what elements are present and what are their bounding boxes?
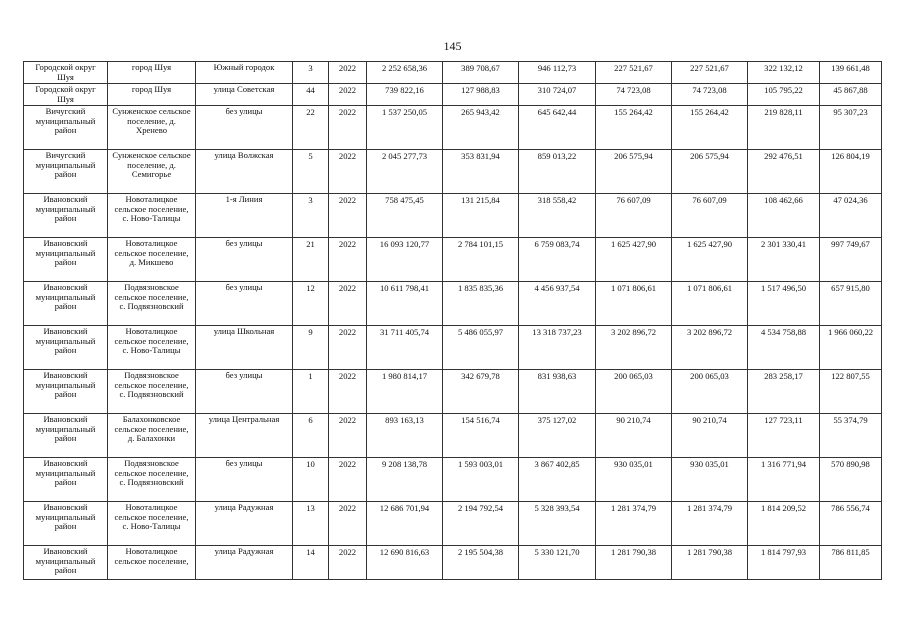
table-cell: 2022 — [329, 414, 367, 458]
table-cell: 1 814 797,93 — [748, 546, 820, 580]
table-cell: 657 915,80 — [820, 282, 882, 326]
table-cell: 318 558,42 — [519, 194, 596, 238]
table-cell: Вичугский муниципальный район — [24, 106, 108, 150]
table-cell: 1 281 790,38 — [672, 546, 748, 580]
table-cell: 1 625 427,90 — [596, 238, 672, 282]
table-row — [24, 414, 882, 458]
table-cell: Ивановский муниципальный район — [24, 326, 108, 370]
table-row — [24, 150, 882, 194]
table-cell: Подвязновское сельское поселение, с. Подвязновский — [108, 370, 196, 414]
table-cell: 1 281 790,38 — [596, 546, 672, 580]
table-cell: 131 215,84 — [443, 194, 519, 238]
table-cell: Ивановский муниципальный район — [24, 370, 108, 414]
table-cell: 570 890,98 — [820, 458, 882, 502]
table-cell: 1 814 209,52 — [748, 502, 820, 546]
table-cell: 95 307,23 — [820, 106, 882, 150]
table-cell: 16 093 120,77 — [367, 238, 443, 282]
table-cell: 12 690 816,63 — [367, 546, 443, 580]
table-cell: Городской округ Шуя — [24, 62, 108, 84]
table-cell: 2022 — [329, 502, 367, 546]
table-cell: 55 374,79 — [820, 414, 882, 458]
table-cell: Сунженское сельское поселение, д. Семигорье — [108, 150, 196, 194]
table-cell: 739 822,16 — [367, 84, 443, 106]
table-cell: 930 035,01 — [596, 458, 672, 502]
table-cell: 2 045 277,73 — [367, 150, 443, 194]
table-cell: улица Советская — [196, 84, 293, 106]
table-row — [24, 546, 882, 580]
table-row — [24, 106, 882, 150]
table-cell: 3 — [293, 62, 329, 84]
table-cell: Южный городок — [196, 62, 293, 84]
table-cell: 831 938,63 — [519, 370, 596, 414]
table-cell: 1 281 374,79 — [596, 502, 672, 546]
table-cell: 2022 — [329, 84, 367, 106]
table-cell: без улицы — [196, 370, 293, 414]
table-cell: 108 462,66 — [748, 194, 820, 238]
table-cell: 1 281 374,79 — [672, 502, 748, 546]
table-cell: 12 686 701,94 — [367, 502, 443, 546]
table-cell: Вичугский муниципальный район — [24, 150, 108, 194]
table-cell: 1 835 835,36 — [443, 282, 519, 326]
table-cell: Ивановский муниципальный район — [24, 458, 108, 502]
table-cell: 1-я Линия — [196, 194, 293, 238]
table-cell: 90 210,74 — [596, 414, 672, 458]
table-cell: Ивановский муниципальный район — [24, 282, 108, 326]
table-cell: улица Радужная — [196, 546, 293, 580]
table-cell: 5 328 393,54 — [519, 502, 596, 546]
table-cell: 1 071 806,61 — [596, 282, 672, 326]
table-cell: 6 759 083,74 — [519, 238, 596, 282]
table-cell: город Шуя — [108, 84, 196, 106]
table-cell: 154 516,74 — [443, 414, 519, 458]
table-cell: 1 — [293, 370, 329, 414]
table-cell: 76 607,09 — [596, 194, 672, 238]
table-cell: 127 988,83 — [443, 84, 519, 106]
table-cell: 5 330 121,70 — [519, 546, 596, 580]
table-cell: Ивановский муниципальный район — [24, 238, 108, 282]
table-cell: 3 — [293, 194, 329, 238]
table-cell: без улицы — [196, 238, 293, 282]
table-cell: 758 475,45 — [367, 194, 443, 238]
table-cell: 1 537 250,05 — [367, 106, 443, 150]
table-row — [24, 238, 882, 282]
table-cell: 2022 — [329, 458, 367, 502]
table-cell: без улицы — [196, 458, 293, 502]
table-cell: 122 807,55 — [820, 370, 882, 414]
table-row — [24, 84, 882, 106]
table-cell: Ивановский муниципальный район — [24, 194, 108, 238]
table-cell: 310 724,07 — [519, 84, 596, 106]
table-cell: 5 486 055,97 — [443, 326, 519, 370]
table-cell: 47 024,36 — [820, 194, 882, 238]
table-cell: 200 065,03 — [596, 370, 672, 414]
table-cell: 4 456 937,54 — [519, 282, 596, 326]
table-cell: 997 749,67 — [820, 238, 882, 282]
table-cell: 12 — [293, 282, 329, 326]
table-cell: 206 575,94 — [596, 150, 672, 194]
table-cell: 1 593 003,01 — [443, 458, 519, 502]
table-cell: 322 132,12 — [748, 62, 820, 84]
table-row — [24, 194, 882, 238]
table-cell: 9 208 138,78 — [367, 458, 443, 502]
table-cell: 2022 — [329, 326, 367, 370]
table-cell: 76 607,09 — [672, 194, 748, 238]
table-cell: 127 723,11 — [748, 414, 820, 458]
table-cell: 2022 — [329, 370, 367, 414]
table-cell: 44 — [293, 84, 329, 106]
table-cell: 227 521,67 — [596, 62, 672, 84]
table-cell: Ивановский муниципальный район — [24, 414, 108, 458]
table-cell: 1 071 806,61 — [672, 282, 748, 326]
table-cell: 3 202 896,72 — [596, 326, 672, 370]
table-cell: без улицы — [196, 282, 293, 326]
table-cell: 200 065,03 — [672, 370, 748, 414]
table-cell: город Шуя — [108, 62, 196, 84]
table-cell: 353 831,94 — [443, 150, 519, 194]
table-cell: 342 679,78 — [443, 370, 519, 414]
table-cell: 946 112,73 — [519, 62, 596, 84]
table-cell: улица Радужная — [196, 502, 293, 546]
table-cell: Новоталицкое сельское поселение, д. Микшево — [108, 238, 196, 282]
table-cell: 126 804,19 — [820, 150, 882, 194]
table-cell: 645 642,44 — [519, 106, 596, 150]
table-cell: 2022 — [329, 62, 367, 84]
table-row — [24, 370, 882, 414]
table-cell: 13 — [293, 502, 329, 546]
table-cell: 786 811,85 — [820, 546, 882, 580]
table-cell: улица Волжская — [196, 150, 293, 194]
table-cell: 1 966 060,22 — [820, 326, 882, 370]
table-cell: 1 316 771,94 — [748, 458, 820, 502]
table-cell: 3 867 402,85 — [519, 458, 596, 502]
table-cell: 283 258,17 — [748, 370, 820, 414]
table-cell: Городской округ Шуя — [24, 84, 108, 106]
table-cell: 10 611 798,41 — [367, 282, 443, 326]
table-cell: Балахонковское сельское поселение, д. Балахонки — [108, 414, 196, 458]
page-number: 145 — [443, 39, 462, 53]
table-cell: 2022 — [329, 282, 367, 326]
table-cell: 375 127,02 — [519, 414, 596, 458]
table-cell: 389 708,67 — [443, 62, 519, 84]
table-cell: Новоталицкое сельское поселение, с. Ново-Талицы — [108, 326, 196, 370]
table-cell: 2022 — [329, 194, 367, 238]
table-cell: улица Школьная — [196, 326, 293, 370]
data-table — [23, 61, 882, 580]
table-cell: 1 625 427,90 — [672, 238, 748, 282]
table-cell: 859 013,22 — [519, 150, 596, 194]
table-cell: 13 318 737,23 — [519, 326, 596, 370]
table-cell: 2 195 504,38 — [443, 546, 519, 580]
table-cell: 105 795,22 — [748, 84, 820, 106]
table-cell: 1 980 814,17 — [367, 370, 443, 414]
table-cell: 2022 — [329, 106, 367, 150]
table-cell: Новоталицкое сельское поселение, — [108, 546, 196, 580]
table-cell: 265 943,42 — [443, 106, 519, 150]
table-row — [24, 502, 882, 546]
table-cell: улица Центральная — [196, 414, 293, 458]
table-row — [24, 62, 882, 84]
table-cell: 74 723,08 — [672, 84, 748, 106]
table-cell: 1 517 496,50 — [748, 282, 820, 326]
table-cell: 22 — [293, 106, 329, 150]
table-row — [24, 458, 882, 502]
table-cell: 786 556,74 — [820, 502, 882, 546]
table-cell: 90 210,74 — [672, 414, 748, 458]
table-row — [24, 282, 882, 326]
table-cell: 930 035,01 — [672, 458, 748, 502]
table-cell: 155 264,42 — [672, 106, 748, 150]
table-cell: 2 784 101,15 — [443, 238, 519, 282]
table-cell: 2 194 792,54 — [443, 502, 519, 546]
table-cell: Ивановский муниципальный район — [24, 502, 108, 546]
table-cell: 292 476,51 — [748, 150, 820, 194]
table-cell: 4 534 758,88 — [748, 326, 820, 370]
table-cell: 6 — [293, 414, 329, 458]
table-cell: 893 163,13 — [367, 414, 443, 458]
table-cell: Новоталицкое сельское поселение, с. Ново-Талицы — [108, 194, 196, 238]
table-cell: 45 867,88 — [820, 84, 882, 106]
table-cell: 2022 — [329, 150, 367, 194]
table-cell: Подвязновское сельское поселение, с. Подвязновский — [108, 282, 196, 326]
table-cell: 219 828,11 — [748, 106, 820, 150]
table-cell: 2022 — [329, 238, 367, 282]
table-cell: 139 661,48 — [820, 62, 882, 84]
table-cell: 206 575,94 — [672, 150, 748, 194]
table-cell: 2 252 658,36 — [367, 62, 443, 84]
table-cell: 155 264,42 — [596, 106, 672, 150]
table-cell: 10 — [293, 458, 329, 502]
table-cell: 21 — [293, 238, 329, 282]
table-cell: без улицы — [196, 106, 293, 150]
table-cell: 2022 — [329, 546, 367, 580]
table-cell: Сунженское сельское поселение, д. Хренево — [108, 106, 196, 150]
table-row — [24, 326, 882, 370]
table-cell: Ивановский муниципальный район — [24, 546, 108, 580]
table-cell: 227 521,67 — [672, 62, 748, 84]
table-cell: 31 711 405,74 — [367, 326, 443, 370]
table-cell: 3 202 896,72 — [672, 326, 748, 370]
table-cell: 74 723,08 — [596, 84, 672, 106]
table-cell: Подвязновское сельское поселение, с. Подвязновский — [108, 458, 196, 502]
table-cell: 14 — [293, 546, 329, 580]
table-cell: 5 — [293, 150, 329, 194]
table-cell: Новоталицкое сельское поселение, с. Ново-Талицы — [108, 502, 196, 546]
table-cell: 9 — [293, 326, 329, 370]
table-cell: 2 301 330,41 — [748, 238, 820, 282]
